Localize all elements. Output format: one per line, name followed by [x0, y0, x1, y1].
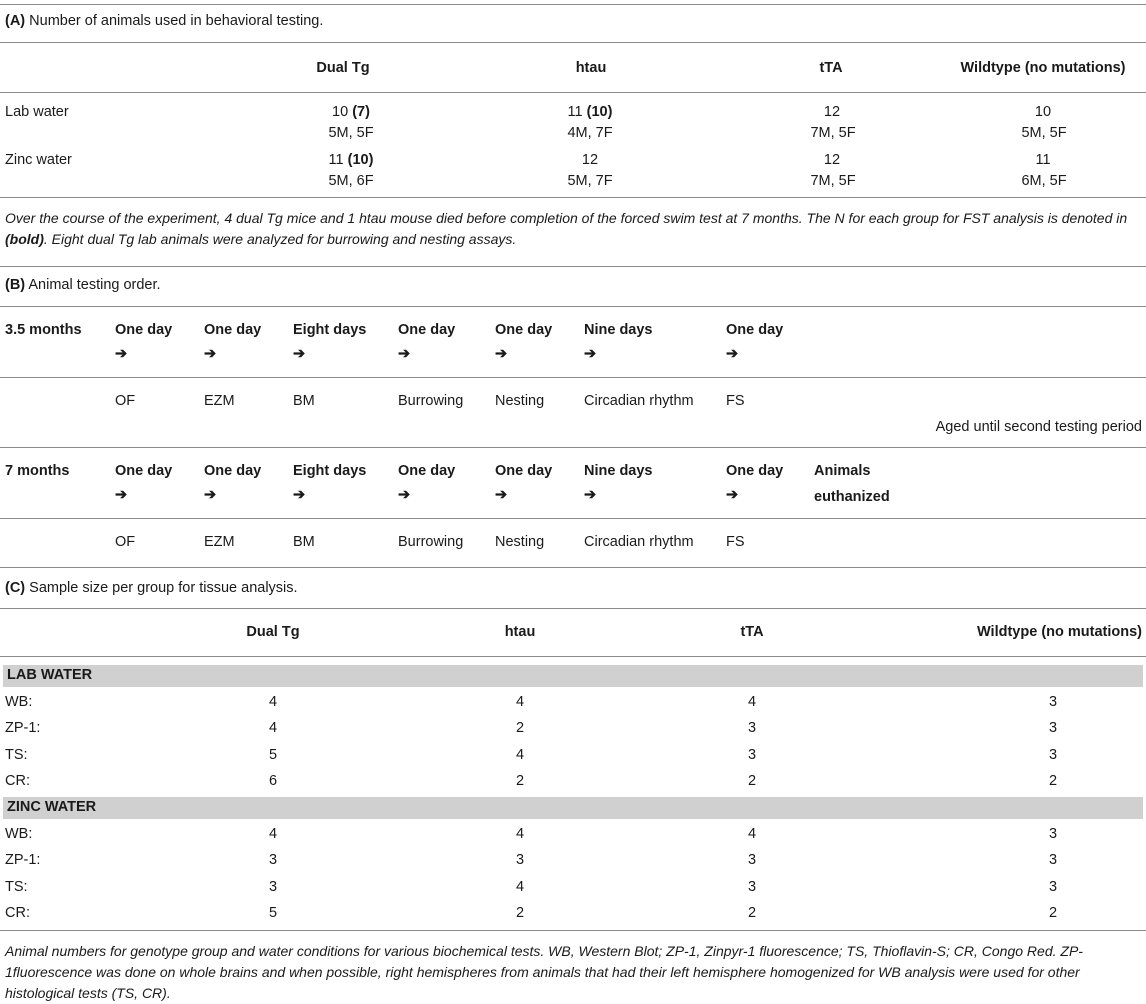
duration: One day [495, 463, 553, 479]
a-cell-sex: 5M, 5F [1021, 125, 1067, 141]
duration: One day [204, 463, 262, 479]
rule-c-title [0, 608, 1146, 609]
c-cell: 4 [515, 826, 525, 842]
arrow-icon: ➔ [204, 487, 217, 503]
aging-note: Aged until second testing period [935, 419, 1142, 435]
period-label-7-months: 7 months [5, 463, 70, 479]
a-row-label-lab-water: Lab water [5, 104, 69, 120]
c-cell: 4 [515, 694, 525, 710]
c-row-label: CR: [5, 905, 30, 921]
a-cell: 11 [1035, 152, 1051, 168]
c-cell: 3 [1048, 694, 1058, 710]
arrow-icon: ➔ [584, 346, 597, 362]
c-cell: 2 [747, 773, 757, 789]
duration: Nine days [584, 322, 653, 338]
arrow-icon: ➔ [495, 487, 508, 503]
group-band-zinc-water: ZINC WATER [3, 797, 1143, 819]
c-cell: 3 [747, 720, 757, 736]
arrow-icon: ➔ [398, 346, 411, 362]
test-name: EZM [204, 393, 235, 409]
test-name: EZM [204, 534, 235, 550]
a-header-tta: tTA [819, 60, 843, 76]
c-cell: 4 [268, 720, 278, 736]
rule-a-body [0, 197, 1146, 198]
a-cell-sex: 5M, 7F [567, 173, 613, 189]
a-cell-sex: 7M, 5F [810, 173, 856, 189]
end-note-line1: Animals [814, 463, 871, 479]
c-cell: 5 [268, 747, 278, 763]
rule-b-p1-end [0, 447, 1146, 448]
rule-c-body [0, 930, 1146, 931]
rule-b-p2-mid [0, 518, 1146, 519]
a-header-wildtype: Wildtype (no mutations) [960, 60, 1126, 76]
arrow-icon: ➔ [584, 487, 597, 503]
c-cell: 3 [1048, 879, 1058, 895]
c-cell: 4 [268, 826, 278, 842]
test-name: FS [726, 393, 745, 409]
end-note-line2: euthanized [814, 489, 890, 505]
a-cell: 10 [1034, 104, 1052, 120]
c-cell: 3 [1048, 747, 1058, 763]
arrow-icon: ➔ [115, 487, 128, 503]
section-b-title: (B) Animal testing order. [5, 277, 161, 293]
c-cell: 4 [747, 826, 757, 842]
c-row-label: WB: [5, 826, 33, 842]
rule-b-title [0, 306, 1146, 307]
c-cell: 2 [747, 905, 757, 921]
c-header-tta: tTA [740, 624, 764, 640]
c-header-dual-tg: Dual Tg [246, 624, 300, 640]
section-c-title: (C) Sample size per group for tissue analysis. [5, 580, 298, 596]
rule-a-end [0, 266, 1146, 267]
a-header-dual-tg: Dual Tg [316, 60, 370, 76]
arrow-icon: ➔ [495, 346, 508, 362]
c-cell: 3 [268, 879, 278, 895]
c-row-label: TS: [5, 747, 28, 763]
test-name: OF [115, 534, 136, 550]
c-cell: 4 [515, 879, 525, 895]
a-cell: 10 (7) [332, 104, 370, 120]
c-cell: 2 [1048, 773, 1058, 789]
test-name: Burrowing [398, 534, 464, 550]
duration: One day [495, 322, 553, 338]
c-cell: 2 [515, 773, 525, 789]
rule-top [0, 4, 1146, 5]
c-row-label: TS: [5, 879, 28, 895]
rule-a-title [0, 42, 1146, 43]
duration: One day [726, 322, 784, 338]
test-name: Circadian rhythm [584, 393, 694, 409]
c-row-label: ZP-1: [5, 852, 41, 868]
arrow-icon: ➔ [726, 346, 739, 362]
test-name: FS [726, 534, 745, 550]
test-name: Burrowing [398, 393, 464, 409]
test-name: BM [293, 534, 315, 550]
arrow-icon: ➔ [204, 346, 217, 362]
c-cell: 3 [268, 852, 278, 868]
duration: One day [726, 463, 784, 479]
test-name: Nesting [495, 534, 545, 550]
c-cell: 2 [515, 905, 525, 921]
a-cell-sex: 5M, 5F [328, 125, 374, 141]
test-name: Nesting [495, 393, 545, 409]
rule-a-header [0, 92, 1146, 93]
duration: One day [398, 463, 456, 479]
arrow-icon: ➔ [726, 487, 739, 503]
section-a-title: (A) Number of animals used in behavioral testing. [5, 13, 324, 29]
duration: One day [398, 322, 456, 338]
a-cell-sex: 6M, 5F [1021, 173, 1067, 189]
duration: One day [204, 322, 262, 338]
c-row-label: CR: [5, 773, 30, 789]
c-header-wildtype: Wildtype (no mutations) [977, 624, 1142, 640]
c-cell: 4 [268, 694, 278, 710]
a-cell: 11 (10) [328, 152, 374, 168]
arrow-icon: ➔ [115, 346, 128, 362]
c-cell: 3 [515, 852, 525, 868]
a-header-htau: htau [575, 60, 607, 76]
arrow-icon: ➔ [293, 346, 306, 362]
c-cell: 2 [1048, 905, 1058, 921]
duration: One day [115, 322, 173, 338]
a-row-label-zinc-water: Zinc water [5, 152, 72, 168]
c-cell: 2 [515, 720, 525, 736]
duration: Eight days [293, 463, 367, 479]
duration: Eight days [293, 322, 367, 338]
test-name: Circadian rhythm [584, 534, 694, 550]
c-cell: 3 [747, 747, 757, 763]
a-cell-sex: 7M, 5F [810, 125, 856, 141]
test-name: OF [115, 393, 136, 409]
c-cell: 6 [268, 773, 278, 789]
arrow-icon: ➔ [398, 487, 411, 503]
a-cell: 12 [581, 152, 599, 168]
period-label-3-5-months: 3.5 months [5, 322, 82, 338]
c-row-label: WB: [5, 694, 33, 710]
rule-c-header [0, 656, 1146, 657]
rule-b-p1-mid [0, 377, 1146, 378]
a-cell-sex: 4M, 7F [567, 125, 613, 141]
c-cell: 3 [747, 879, 757, 895]
a-cell: 12 [823, 104, 841, 120]
a-cell: 12 [823, 152, 841, 168]
a-cell: 11 (10) [567, 104, 613, 120]
c-cell: 4 [515, 747, 525, 763]
a-cell-sex: 5M, 6F [328, 173, 374, 189]
group-band-lab-water: LAB WATER [3, 665, 1143, 687]
c-cell: 3 [1048, 720, 1058, 736]
c-row-label: ZP-1: [5, 720, 41, 736]
duration: Nine days [584, 463, 653, 479]
c-cell: 4 [747, 694, 757, 710]
arrow-icon: ➔ [293, 487, 306, 503]
c-footnote: Animal numbers for genotype group and water conditions for various biochemical tests. WB, Western Blot; ZP-1, Zinpyr-1 fluorescence; TS, Thioflavin-S; CR, Congo Red. ZP-1fluorescence was done on whole brains and when possible, right hemispheres from animals that had their left hemisphere homogenized for WB analysis were used for other histological tests (TS, CR). [5, 943, 1083, 1001]
c-cell: 3 [1048, 826, 1058, 842]
duration: One day [115, 463, 173, 479]
a-footnote: Over the course of the experiment, 4 dual Tg mice and 1 htau mouse died before completion of the forced swim test at 7 months. The N for each group for FST analysis is denoted in (bold). Eight dual Tg lab animals were analyzed for burrowing and nesting assays. [5, 210, 1128, 247]
test-name: BM [293, 393, 315, 409]
c-header-htau: htau [504, 624, 536, 640]
c-cell: 3 [1048, 852, 1058, 868]
rule-b-end [0, 567, 1146, 568]
c-cell: 3 [747, 852, 757, 868]
c-cell: 5 [268, 905, 278, 921]
